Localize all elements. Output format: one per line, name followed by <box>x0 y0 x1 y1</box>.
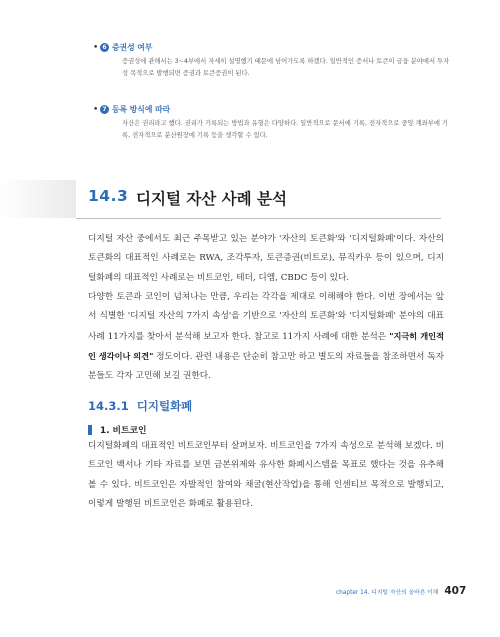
bullet-heading <box>100 102 445 116</box>
bullet-title: 등록 방식에 따라 <box>112 104 171 114</box>
bullet-item-registration <box>93 102 449 142</box>
page-number: 407 <box>444 585 467 597</box>
section-bar-decoration <box>0 180 76 218</box>
section-title: 디지털 자산 사례 분석 <box>136 190 287 208</box>
bullet-body: 증권성에 관해서는 3~4부에서 자세히 설명했기 때문에 넘어가도록 하겠다. 일반적인 증서나 토큰이 금융 분야에서 투자성 목적으로 발행되면 증권과 토큰증권이 된다. <box>122 58 450 77</box>
footer-chapter-text: chapter 14. 디지털 자산의 올바른 이해 <box>336 590 439 596</box>
subsection-title: 디지털화폐 <box>136 399 193 413</box>
bullet-body: 자산은 권리라고 했다. 권리가 기록되는 방법과 유형은 다양하다. 일반적으로 문서에 기록, 전자적으로 중앙 계좌부에 기록, 전자적으로 분산원장에 기록 등을 생각할 수 있다. <box>122 120 449 139</box>
bullet-item-securities <box>93 40 450 80</box>
section-number: 14.3 <box>88 187 129 205</box>
paragraph-intro: 디지털 자산 중에서도 최근 주목받고 있는 분야가 '자산의 토큰화'와 '디지털화폐'이다. 자산의 토큰화의 대표적인 사례로는 RWA, 조각투자, 토큰증권(비트로), 뮤직카우 등이 있으며, 디지털화폐의 대표적인 사례로는 비트코인, 테더, 디엠, CBDC 등이 있다. <box>88 234 444 283</box>
number-badge: 6 <box>100 43 109 52</box>
bullet-dot: • <box>93 43 99 53</box>
paragraph-text: 정도이다. 관련 내용은 단순히 참고만 하고 별도의 자료들을 참조하면서 독자분들도 각자 고민해 보길 권한다. <box>88 351 444 382</box>
paragraph-approach <box>88 288 444 386</box>
page-footer <box>336 585 466 597</box>
section-header <box>76 180 441 219</box>
number-badge: 7 <box>100 105 109 114</box>
paragraph-bitcoin: 디지털화폐의 대표적인 비트코인부터 살펴보자. 비트코인을 7가지 속성으로 분석해 보겠다. 비트코인 백서나 기타 자료를 보면 금본위제와 유사한 화폐시스템을 목표로 했다는 것을 유추해 볼 수 있다. 비트코인은 자발적인 참여와 채굴(현산작업)을 통해 인센티브 목적으로 발행되고, 이렇게 발행된 비트코인은 화폐로 활용된다. <box>88 441 444 509</box>
subsection-header <box>88 398 192 414</box>
item-title: 1. 비트코인 <box>100 426 147 436</box>
bullet-title: 증권성 여부 <box>112 42 153 52</box>
bullet-dot: • <box>93 105 99 115</box>
paragraph-text: 다양한 토큰과 코인이 넘쳐나는 만큼, 우리는 각각을 제대로 이해해야 한다. 이번 장에서는 앞서 식별한 '디지털 자산의 7가지 속성'을 기반으로 '자산의 토큰화'와 '디지털화폐' 분야의 대표 사례 11가지를 찾아서 분석해 보고자 한다. 참고로 11가지 사례에 대한 분석은 <box>88 292 444 342</box>
emphasis-text: "지극히 개인적인 생각이나 의견" <box>88 330 444 361</box>
subsection-number: 14.3.1 <box>88 399 129 413</box>
item-heading <box>88 423 147 436</box>
bullet-heading <box>100 40 445 54</box>
item-marker <box>88 425 92 435</box>
